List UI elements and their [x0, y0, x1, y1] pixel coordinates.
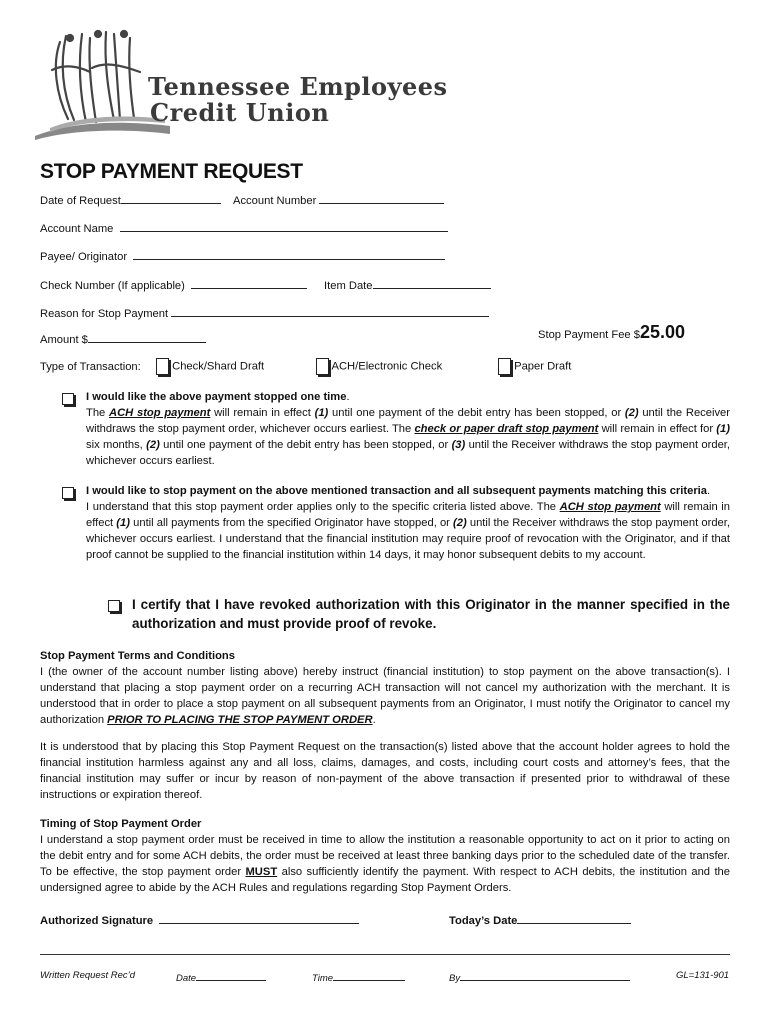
o1-t11: six months,	[86, 439, 147, 451]
account-name-label: Account Name	[40, 223, 114, 235]
authorized-signature-label: Authorized Signature	[40, 915, 154, 927]
o2-t5: until all payments from the specified Originator have stopped, or	[129, 517, 454, 529]
date-of-request-field[interactable]	[121, 191, 221, 204]
footer-date-row	[176, 970, 266, 984]
o1-t1: The	[86, 407, 110, 419]
date-of-request-row	[40, 191, 221, 207]
item-date-label: Item Date	[324, 280, 373, 292]
footer-time-row	[312, 970, 405, 984]
reason-label: Reason for Stop Payment	[40, 308, 169, 320]
reason-row	[40, 304, 489, 320]
authorized-signature-field[interactable]	[159, 911, 359, 924]
footer-by-label: By	[449, 973, 461, 984]
transaction-type-row	[40, 361, 141, 373]
timing-paragraph	[40, 832, 730, 896]
account-name-field[interactable]	[120, 219, 448, 232]
item-date-field[interactable]	[373, 276, 491, 289]
amount-field[interactable]	[88, 330, 206, 343]
checkbox-paper-draft[interactable]	[498, 358, 511, 375]
option-subsequent-heading-end: .	[707, 485, 711, 497]
terms-p1b: PRIOR TO PLACING THE STOP PAYMENT ORDER	[107, 714, 373, 726]
footer-code: GL=131-901	[676, 970, 730, 981]
logo	[30, 24, 470, 144]
type-option-check[interactable]	[156, 358, 264, 375]
o1-t9: will remain in effect for	[598, 423, 717, 435]
todays-date-field[interactable]	[517, 911, 631, 924]
check-number-row	[40, 276, 307, 292]
footer-time-label: Time	[312, 973, 334, 984]
footer-by-row	[449, 970, 630, 984]
timing-section	[40, 816, 730, 896]
terms-heading: Stop Payment Terms and Conditions	[40, 650, 235, 662]
checkbox-ach[interactable]	[316, 358, 329, 375]
footer-by-field[interactable]	[460, 970, 630, 981]
timing-pa: I understand a stop payment order must be received in time to allow the institution a reasonable opportunity to act on it prior to acting on the debit entry and for some ACH debits, the order must be received at least three banking days prior to the scheduled date of the transfer. To be effective, the stop payment order	[40, 834, 730, 878]
fee-row	[538, 322, 685, 343]
todays-date-row	[449, 911, 631, 927]
option-one-time-heading-end: .	[346, 391, 350, 403]
o2-t7: until the Receiver withdraws the stop payment order, whichever occurs earliest. I understand that the financial institution may require proof of revocation with the Originator, and if that proof cannot be supplied to the financial institution within 14 days, it may honor subsequent debits to my account.	[86, 517, 730, 561]
terms-p1c: .	[372, 714, 376, 726]
o1-t14: (3)	[451, 439, 466, 451]
type-option-paper-label: Paper Draft	[514, 360, 572, 373]
account-number-label: Account Number	[233, 195, 317, 207]
o1-t6: (2)	[624, 407, 639, 419]
o1-t10: (1)	[716, 423, 730, 435]
checkbox-one-time[interactable]	[62, 393, 74, 405]
check-number-label: Check Number (If applicable)	[40, 280, 185, 292]
fee-label: Stop Payment Fee $	[538, 329, 640, 341]
checkbox-check-draft[interactable]	[156, 358, 169, 375]
timing-pc: also sufficiently identify the payment. With respect to ACH debits, the institution and the undersigned agree to abide by the ACH Rules and regulations regarding Stop Payment Orders.	[40, 866, 730, 894]
type-option-ach-label: ACH/Electronic Check	[331, 360, 443, 373]
payee-row	[40, 247, 445, 263]
o1-t15: until the Receiver withdraws the stop payment order, whichever occurs earliest.	[86, 439, 731, 467]
type-option-check-label: Check/Shard Draft	[172, 360, 265, 373]
terms-p1a: I (the owner of the account number listing above) hereby instruct (financial institution) to stop payment on the above transaction(s). I understand that placing a stop payment order on a recurring ACH transaction will not cancel my authorization with the merchant. It is understood that in order to place a stop payment on all subsequent payments from an Originator, I must notify the Originator to cancel my authorization	[40, 666, 730, 726]
o1-t12: (2)	[146, 439, 160, 451]
item-date-row	[324, 276, 491, 292]
o1-t3: will remain in effect	[210, 407, 315, 419]
timing-heading: Timing of Stop Payment Order	[40, 818, 202, 830]
o1-ach-stop-payment: ACH stop payment	[109, 407, 211, 419]
payee-label: Payee/ Originator	[40, 251, 128, 263]
checkbox-certify[interactable]	[108, 600, 120, 612]
type-option-paper[interactable]	[498, 358, 571, 375]
o1-t7: until the Receiver withdraws the stop payment order, whichever occurs earliest. The	[86, 407, 731, 435]
amount-row	[40, 330, 206, 346]
o1-t13: until one payment of the debit entry has been stopped, or	[159, 439, 452, 451]
terms-paragraph-2: It is understood that by placing this Stop Payment Request on the transaction(s) listed above that the account holder agrees to hold the financial institution harmless against any and all loss, claims, damages, and costs, including court costs and attorney’s fees, that the financial institution may suffer or incur by reason of non-payment of the above transaction if presented prior to withdrawal of these instructions or expiration thereof.	[40, 741, 730, 801]
authorized-signature-row	[40, 911, 359, 927]
transaction-type-label: Type of Transaction:	[40, 361, 141, 373]
o2-t3: will remain in effect	[86, 501, 731, 529]
type-option-ach[interactable]	[316, 358, 442, 375]
account-number-row	[233, 191, 444, 207]
org-name-line2: Credit Union	[150, 98, 330, 127]
option-one-time-heading: I would like the above payment stopped one time	[86, 391, 347, 403]
terms-section	[40, 648, 730, 803]
payee-field[interactable]	[133, 247, 445, 260]
checkbox-subsequent[interactable]	[62, 487, 74, 499]
o1-check-stop-payment: check or paper draft stop payment	[414, 423, 599, 435]
o2-t1: I understand that this stop payment order applies only to the specific criteria listed above. The	[86, 501, 560, 513]
option-subsequent	[86, 483, 730, 563]
account-number-field[interactable]	[319, 191, 444, 204]
option-subsequent-heading: I would like to stop payment on the above mentioned transaction and all subsequent payments matching this criteria	[86, 485, 708, 497]
certify-text: I certify that I have revoked authorization with this Originator in the manner specified in the authorization and must provide proof of revoke.	[132, 597, 730, 631]
o1-t4: (1)	[314, 407, 329, 419]
page-title: STOP PAYMENT REQUEST	[40, 160, 303, 183]
option-one-time-text	[86, 389, 730, 469]
amount-label: Amount $	[40, 334, 88, 346]
check-number-field[interactable]	[191, 276, 307, 289]
terms-paragraph-1	[40, 664, 730, 728]
org-name-line1: Tennessee Employees	[148, 72, 448, 101]
o1-t5: until one payment of the debit entry has been stopped, or	[328, 407, 625, 419]
todays-date-label: Today’s Date	[449, 915, 518, 927]
o2-ach-stop-payment: ACH stop payment	[559, 501, 661, 513]
timing-must: MUST	[245, 866, 278, 878]
o2-t6: (2)	[453, 517, 467, 529]
footer-written-request: Written Request Rec’d	[40, 970, 136, 981]
footer-date-label: Date	[176, 973, 197, 984]
date-of-request-label: Date of Request	[40, 195, 121, 207]
o2-t4: (1)	[116, 517, 130, 529]
fee-value: 25.00	[640, 322, 686, 342]
reason-field[interactable]	[171, 304, 489, 317]
certify-statement	[132, 595, 730, 633]
account-name-row	[40, 219, 448, 235]
footer-time-field[interactable]	[333, 970, 405, 981]
footer-date-field[interactable]	[196, 970, 266, 981]
footer-divider	[40, 954, 730, 955]
option-one-time	[86, 389, 730, 469]
option-subsequent-text	[86, 483, 730, 563]
